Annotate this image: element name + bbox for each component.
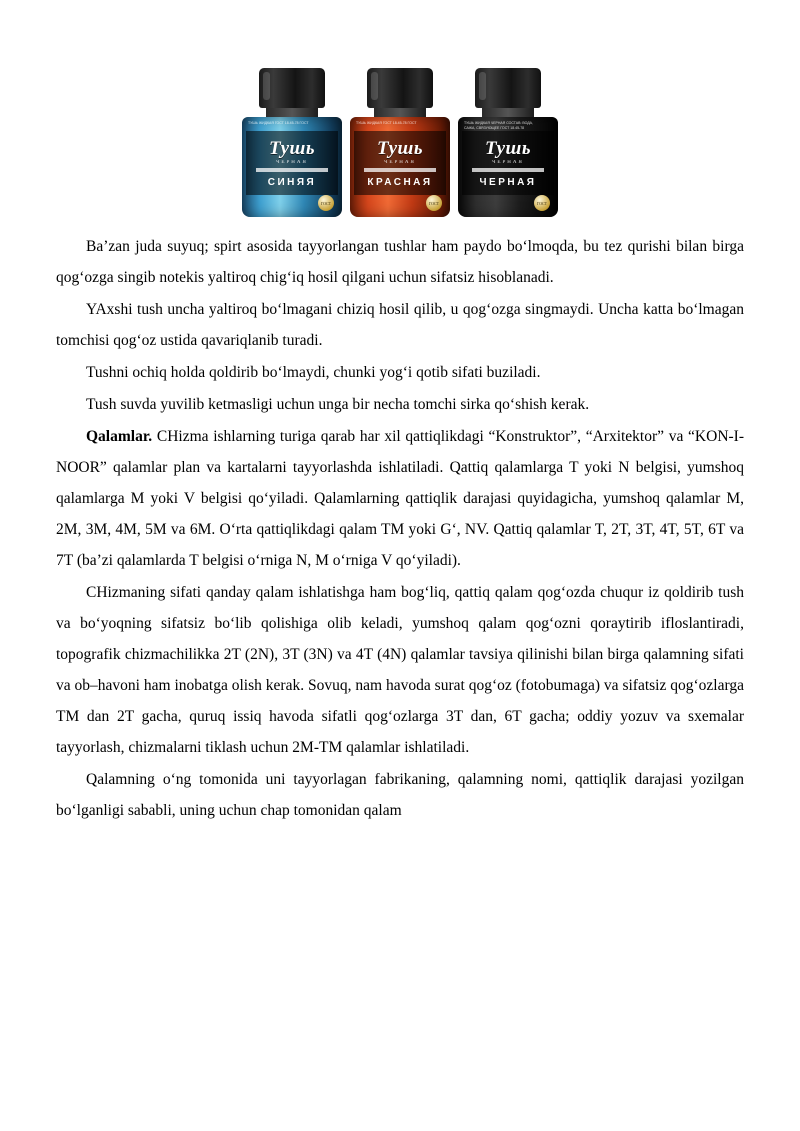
paragraph-open-ink: Tushni ochiq holda qoldirib bo‘lmaydi, chunki yog‘i qotib sifati buziladi. [86,364,541,381]
ink-bottle-red [347,67,453,217]
paragraph-pencils [56,421,744,576]
ink-bottle-black [455,67,561,217]
bottle-body [458,117,558,217]
bottle-cap-icon [367,68,433,108]
gost-seal-icon: ГОСТ [426,195,442,211]
bottle-color-name: ЧЕРНАЯ [479,176,537,188]
bottle-label [354,131,446,195]
label-divider [364,168,436,172]
bottle-brand-sub: ЧЕРНАЯ [492,159,524,165]
paragraph-drawing-quality: CHizmaning sifati qanday qalam ishlatishga ham bog‘liq, qattiq qalam qog‘ozda chuqur iz qoldirib tush va bo‘yoqning sifatsiz bo‘lib qolishiga olib keladi, yumshoq qalam qog‘ozni qoraytirib ifloslantiradi, topografik chizmachilikka 2T (2N), 3T (3N) va 4T (4N) qalamlar tavsiya qilinishi bilan birga qalamning sifati va ob–havoni ham inobatga olish kerak. Sovuq, nam havoda surat qog‘oz (fotobumaga) va sifatsiz qog‘ozlarga TM dan 2T gacha, quruq issiq havoda sifatli qog‘ozlarga 3T dan, 6T gacha; oddiy yozuv va sxemalar tayyorlash, chizmalarni tiklash uchun 2M-TM qalamlar ishlatiladi. [56,584,744,756]
paragraph-vinegar: Tush suvda yuvilib ketmasligi uchun unga bir necha tomchi sirka qo‘shish kerak. [86,396,590,413]
bottle-brand: Тушь [268,137,316,159]
bottle-brand-sub: ЧЕРНАЯ [276,159,308,165]
label-divider [472,168,544,172]
ink-bottle-set [235,52,565,217]
bottle-body [242,117,342,217]
pencils-heading: Qalamlar. [86,428,153,445]
bottle-neck [482,108,534,117]
paragraph-liquid-ink: Ba’zan juda suyuq; spirt asosida tayyorlangan tushlar ham paydo bo‘lmoqda, bu tez qurishi bilan birga qog‘ozga singib notekis yaltiroq chig‘iq hosil qilgani uchun sifatsiz hisoblanadi. [56,238,744,286]
bottle-body [350,117,450,217]
bottle-cap-icon [475,68,541,108]
ink-bottle-blue [239,67,345,217]
gost-seal-icon: ГОСТ [534,195,550,211]
bottle-neck [266,108,318,117]
bottle-brand: Тушь [376,137,424,159]
figure-ink-bottles [56,52,744,217]
bottle-label [462,131,554,195]
bottle-label [246,131,338,195]
bottle-color-name: КРАСНАЯ [367,176,433,188]
pencils-text: CHizma ishlarning turiga qarab har xil qattiqlikdagi “Konstruktor”, “Arxitektor” va “KON-I-NOOR” qalamlar plan va kartalarni tayyorlashda ishlatiladi. Qattiq qalamlarga T yoki N belgisi, yumshoq qalamlarga M yoki V belgisi qo‘yiladi. Qalamlarning qattiqlik darajasi quyidagicha, yumshoq qalamlar M, 2M, 3M, 4M, 5M va 6M. O‘rta qattiqlikdagi qalam TM yoki G‘, NV. Qattiq qalamlar T, 2T, 3T, 4T, 5T, 6T va 7T (ba’zi qalamlarda T belgisi o‘rniga N, M o‘rniga V qo‘yiladi). [56,428,744,569]
bottle-fineprint: ТУШЬ ЖИДКАЯ ГОСТ 18.45-78 ГОСТ [356,121,417,125]
bottle-fineprint: ТУШЬ ЖИДКАЯ ГОСТ 18.45-78 ГОСТ [248,121,309,125]
gost-seal-icon: ГОСТ [318,195,334,211]
bottle-brand-sub: ЧЕРНАЯ [384,159,416,165]
bottle-fineprint: ТУШЬ ЖИДКАЯ ЧЕРНАЯ СОСТАВ: ВОДА, САЖА, СВЯЗУЮЩЕЕ ГОСТ 18.45-78 [464,121,533,130]
paragraph-pencil-marking: Qalamning o‘ng tomonida uni tayyorlagan fabrikaning, qalamning nomi, qattiqlik darajasi yozilgan bo‘lganligi sababli, uning uchun chap tomonidan qalam [56,771,744,819]
bottle-brand: Тушь [484,137,532,159]
bottle-neck [374,108,426,117]
label-divider [256,168,328,172]
bottle-color-name: СИНЯЯ [267,176,317,188]
bottle-cap-icon [259,68,325,108]
paragraph-good-ink: YAxshi tush uncha yaltiroq bo‘lmagani chiziq hosil qilib, u qog‘ozga singmaydi. Uncha katta bo‘lmagan tomchisi qog‘oz ustida qavariqlanib turadi. [56,301,744,349]
